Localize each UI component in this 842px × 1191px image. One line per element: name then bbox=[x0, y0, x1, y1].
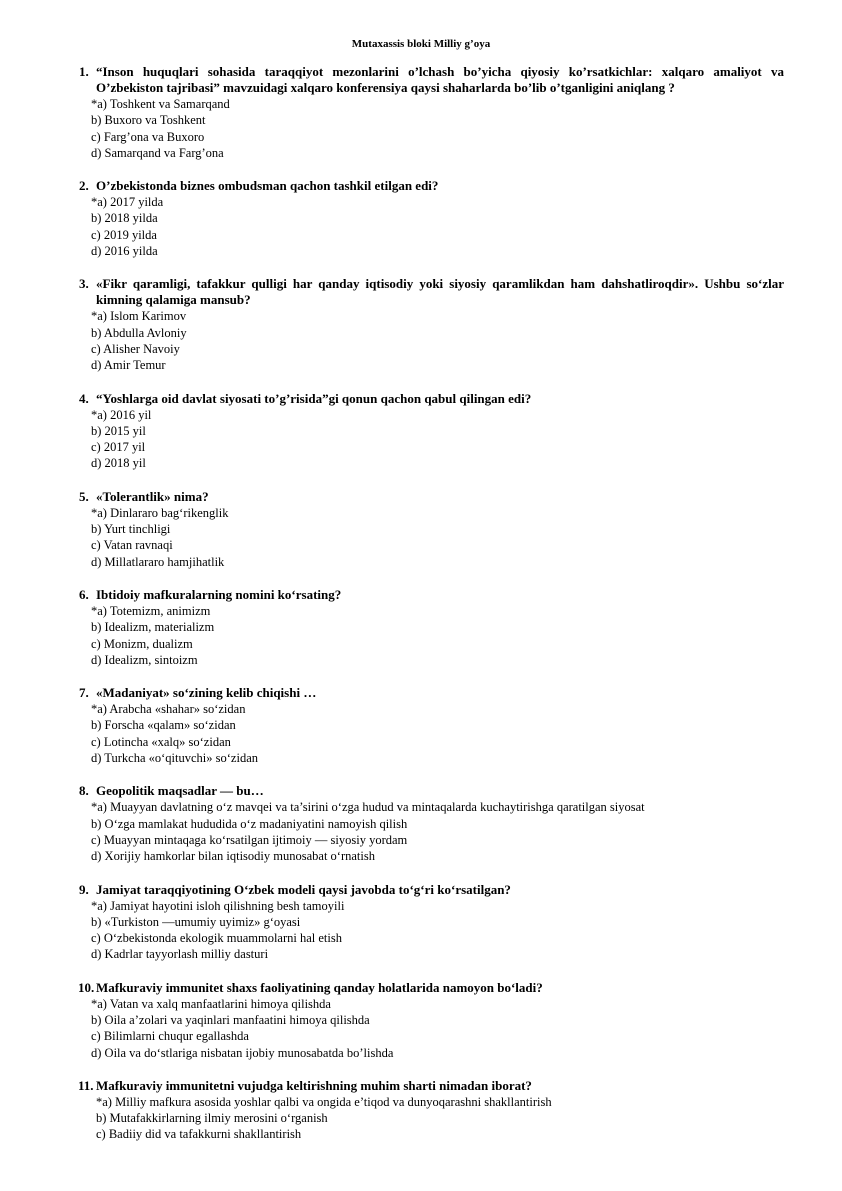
question-label: “Yoshlarga oid davlat siyosati to’g’risida”gi qonun qachon qabul qilingan edi? bbox=[96, 390, 532, 406]
question-5 bbox=[0, 489, 842, 570]
answer-option: d) Oila va do‘stlariga nisbatan ijobiy munosabatda bo’lishda bbox=[91, 1045, 394, 1060]
question-1 bbox=[0, 64, 842, 161]
answer-option: b) 2018 yilda bbox=[91, 211, 158, 226]
answer-option: c) Alisher Navoiy bbox=[91, 341, 180, 356]
answer-option: d) Turkcha «o‘qituvchi» so‘zidan bbox=[91, 751, 258, 766]
question-text bbox=[78, 1077, 784, 1094]
answer-option: c) 2017 yil bbox=[91, 440, 146, 455]
page-title: Mutaxassis bloki Milliy g’oya bbox=[351, 38, 491, 50]
answer-option: c) Lotincha «xalq» so‘zidan bbox=[91, 734, 231, 749]
answer-option: *a) Totemizm, animizm bbox=[91, 603, 211, 618]
answer-option: *a) Islom Karimov bbox=[91, 309, 187, 324]
answer-option: *a) Toshkent va Samarqand bbox=[91, 97, 230, 111]
question-7 bbox=[0, 685, 842, 766]
answer-option: b) 2015 yil bbox=[91, 423, 146, 438]
question-label: «Madaniyat» so‘zining kelib chiqishi … bbox=[96, 685, 317, 701]
question-text bbox=[79, 783, 784, 799]
answer-option: *a) Arabcha «shahar» so‘zidan bbox=[91, 702, 246, 717]
answer-option: b) Mutafakkirlarning ilmiy merosini o‘rganish bbox=[96, 1111, 328, 1126]
answer-option: b) Idealizm, materializm bbox=[91, 620, 215, 635]
question-4 bbox=[0, 391, 842, 472]
question-text bbox=[79, 178, 784, 194]
question-text bbox=[79, 586, 784, 603]
answer-option: d) Kadrlar tayyorlash milliy dasturi bbox=[91, 947, 269, 962]
question-number: 8. bbox=[79, 783, 89, 799]
answer-option: c) Bilimlarni chuqur egallashda bbox=[91, 1029, 249, 1044]
answer-option: c) Vatan ravnaqi bbox=[91, 538, 173, 553]
answer-option: c) Muayyan mintaqaga ko‘rsatilgan ijtimoiy — siyosiy yordam bbox=[91, 832, 408, 847]
question-text bbox=[79, 488, 784, 505]
answer-option: c) Farg’ona va Buxoro bbox=[91, 129, 205, 144]
question-number: 3. bbox=[79, 276, 89, 292]
question-number: 10. bbox=[78, 979, 95, 995]
question-label: O’zbekistonda biznes ombudsman qachon tashkil etilgan edi? bbox=[96, 178, 439, 194]
question-number: 5. bbox=[79, 488, 89, 504]
answer-option: *a) Milliy mafkura asosida yoshlar qalbi va ongida e’tiqod va dunyoqarashni shakllantirish bbox=[96, 1094, 552, 1109]
question-8 bbox=[0, 783, 842, 864]
answer-option: b) Buxoro va Toshkent bbox=[91, 113, 206, 128]
answer-option: c) O‘zbekistonda ekologik muammolarni hal etish bbox=[91, 931, 342, 946]
answer-option: *a) Muayyan davlatning o‘z mavqei va ta’sirini o‘zga hudud va mintaqalarda kuchaytirishga qaratilgan siyosat bbox=[91, 800, 645, 815]
answer-option: d) 2016 yilda bbox=[91, 244, 158, 259]
question-label: Mafkuraviy immunitetni vujudga keltirishning muhim sharti nimadan iborat? bbox=[96, 1077, 532, 1093]
question-label: Ibtidoiy mafkuralarning nomini ko‘rsating? bbox=[96, 586, 342, 602]
question-text bbox=[79, 390, 784, 407]
question-number: 4. bbox=[79, 390, 89, 406]
question-label: Jamiyat taraqqiyotining O‘zbek modeli qaysi javobda to‘g‘ri ko‘rsatilgan? bbox=[96, 881, 511, 897]
question-number: 7. bbox=[79, 685, 89, 701]
answer-option: d) Idealizm, sintoizm bbox=[91, 652, 198, 667]
question-label: «Fikr qaramligi, tafakkur qulligi har qanday iqtisodiy yoki siyosiy qaramlikdan ham dahshatliroqdir». Ushbu so‘zlar kimning qalamiga mansub? bbox=[96, 276, 784, 308]
question-text bbox=[78, 979, 784, 996]
answer-option: d) 2018 yil bbox=[91, 456, 146, 471]
answer-option: d) Xorijiy hamkorlar bilan iqtisodiy munosabat o‘rnatish bbox=[91, 849, 375, 864]
answer-option: b) Yurt tinchligi bbox=[91, 522, 171, 537]
question-6 bbox=[0, 587, 842, 668]
question-9 bbox=[0, 882, 842, 963]
answer-option: *a) 2016 yil bbox=[91, 407, 152, 422]
question-number: 6. bbox=[79, 586, 89, 602]
question-label: “Inson huquqlari sohasida taraqqiyot mezonlarini o’lchash bo’yicha qiyosiy ko’rsatkichlar: xalqaro amaliyot va O’zbekiston tajribasi” mavzuidagi xalqaro konferensiya qaysi shaharlarda bo’lib o’tganligini aniqlang ? bbox=[96, 64, 784, 95]
answer-option: c) Monizm, dualizm bbox=[91, 636, 193, 651]
question-10 bbox=[0, 980, 842, 1061]
question-text bbox=[79, 276, 784, 308]
question-2 bbox=[0, 178, 842, 259]
answer-option: *a) Vatan va xalq manfaatlarini himoya qilishda bbox=[91, 996, 331, 1011]
question-number: 9. bbox=[79, 881, 89, 897]
question-11 bbox=[0, 1078, 842, 1143]
question-text bbox=[79, 881, 784, 898]
answer-option: *a) 2017 yilda bbox=[91, 195, 164, 210]
answer-option: d) Samarqand va Farg’ona bbox=[91, 145, 224, 160]
question-label: Mafkuraviy immunitet shaxs faoliyatining qanday holatlarida namoyon bo‘ladi? bbox=[96, 979, 543, 995]
question-number: 1. bbox=[79, 64, 89, 79]
answer-option: b) Abdulla Avloniy bbox=[91, 325, 187, 340]
answer-option: c) 2019 yilda bbox=[91, 227, 157, 242]
answer-option: d) Millatlararo hamjihatlik bbox=[91, 554, 225, 569]
question-number: 2. bbox=[79, 178, 89, 194]
answer-option: *a) Dinlararo bag‘rikenglik bbox=[91, 505, 229, 520]
question-number: 11. bbox=[78, 1077, 94, 1093]
answer-option: *a) Jamiyat hayotini isloh qilishning besh tamoyili bbox=[91, 898, 345, 913]
answer-option: b) Forscha «qalam» so‘zidan bbox=[91, 718, 236, 733]
question-label: «Tolerantlik» nima? bbox=[96, 488, 209, 504]
question-list bbox=[0, 64, 842, 1160]
answer-option: b) «Turkiston —umumiy uyimiz» g‘oyasi bbox=[91, 914, 301, 929]
question-text bbox=[79, 64, 784, 96]
answer-option: c) Badiiy did va tafakkurni shakllantirish bbox=[96, 1127, 302, 1142]
answer-option: b) Oila a’zolari va yaqinlari manfaatini himoya qilishda bbox=[91, 1012, 370, 1027]
answer-option: d) Amir Temur bbox=[91, 358, 166, 373]
answer-option: b) O‘zga mamlakat hududida o‘z madaniyatini namoyish qilish bbox=[91, 816, 408, 831]
question-3 bbox=[0, 276, 842, 373]
question-text bbox=[79, 685, 784, 701]
question-label: Geopolitik maqsadlar — bu… bbox=[96, 783, 264, 799]
